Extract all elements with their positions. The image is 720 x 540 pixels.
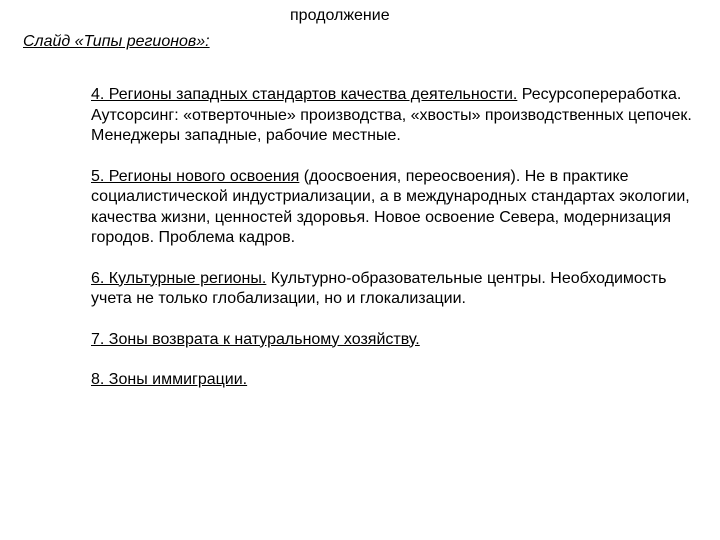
- item-text: (доосвоения, переосвоения). Не в практике социалистической индустриализации, а в международных стандартах экологии, качества жизни, ценностей здоровья. Новое освоение Севера, модернизация городов. Проблема кадров.: [91, 167, 690, 246]
- list-item: [91, 85, 711, 147]
- item-heading: 6. Культурные регионы.: [91, 269, 267, 287]
- region-types-list: [91, 85, 711, 411]
- list-item: [91, 330, 711, 351]
- list-item: [91, 269, 711, 310]
- item-heading: 4. Регионы западных стандартов качества деятельности.: [91, 86, 518, 103]
- item-heading: 8. Зоны иммиграции.: [91, 371, 248, 388]
- item-heading: 7. Зоны возврата к натуральному хозяйству.: [91, 330, 420, 348]
- item-heading: 5. Регионы нового освоения: [91, 167, 300, 185]
- item-text: Ресурсопереработка. Аутсорсинг: «отверточные» производства, «хвосты» производственных цепочек. Менеджеры западные, рабочие местные.: [91, 86, 692, 144]
- item-text: Культурно-образовательные центры. Необходимость учета не только глобализации, но и глокализации.: [91, 269, 667, 307]
- slide-title: Слайд «Типы регионов»:: [23, 33, 210, 50]
- list-item: [91, 167, 711, 249]
- list-item: [91, 370, 711, 391]
- continuation-label: продолжение: [290, 7, 390, 24]
